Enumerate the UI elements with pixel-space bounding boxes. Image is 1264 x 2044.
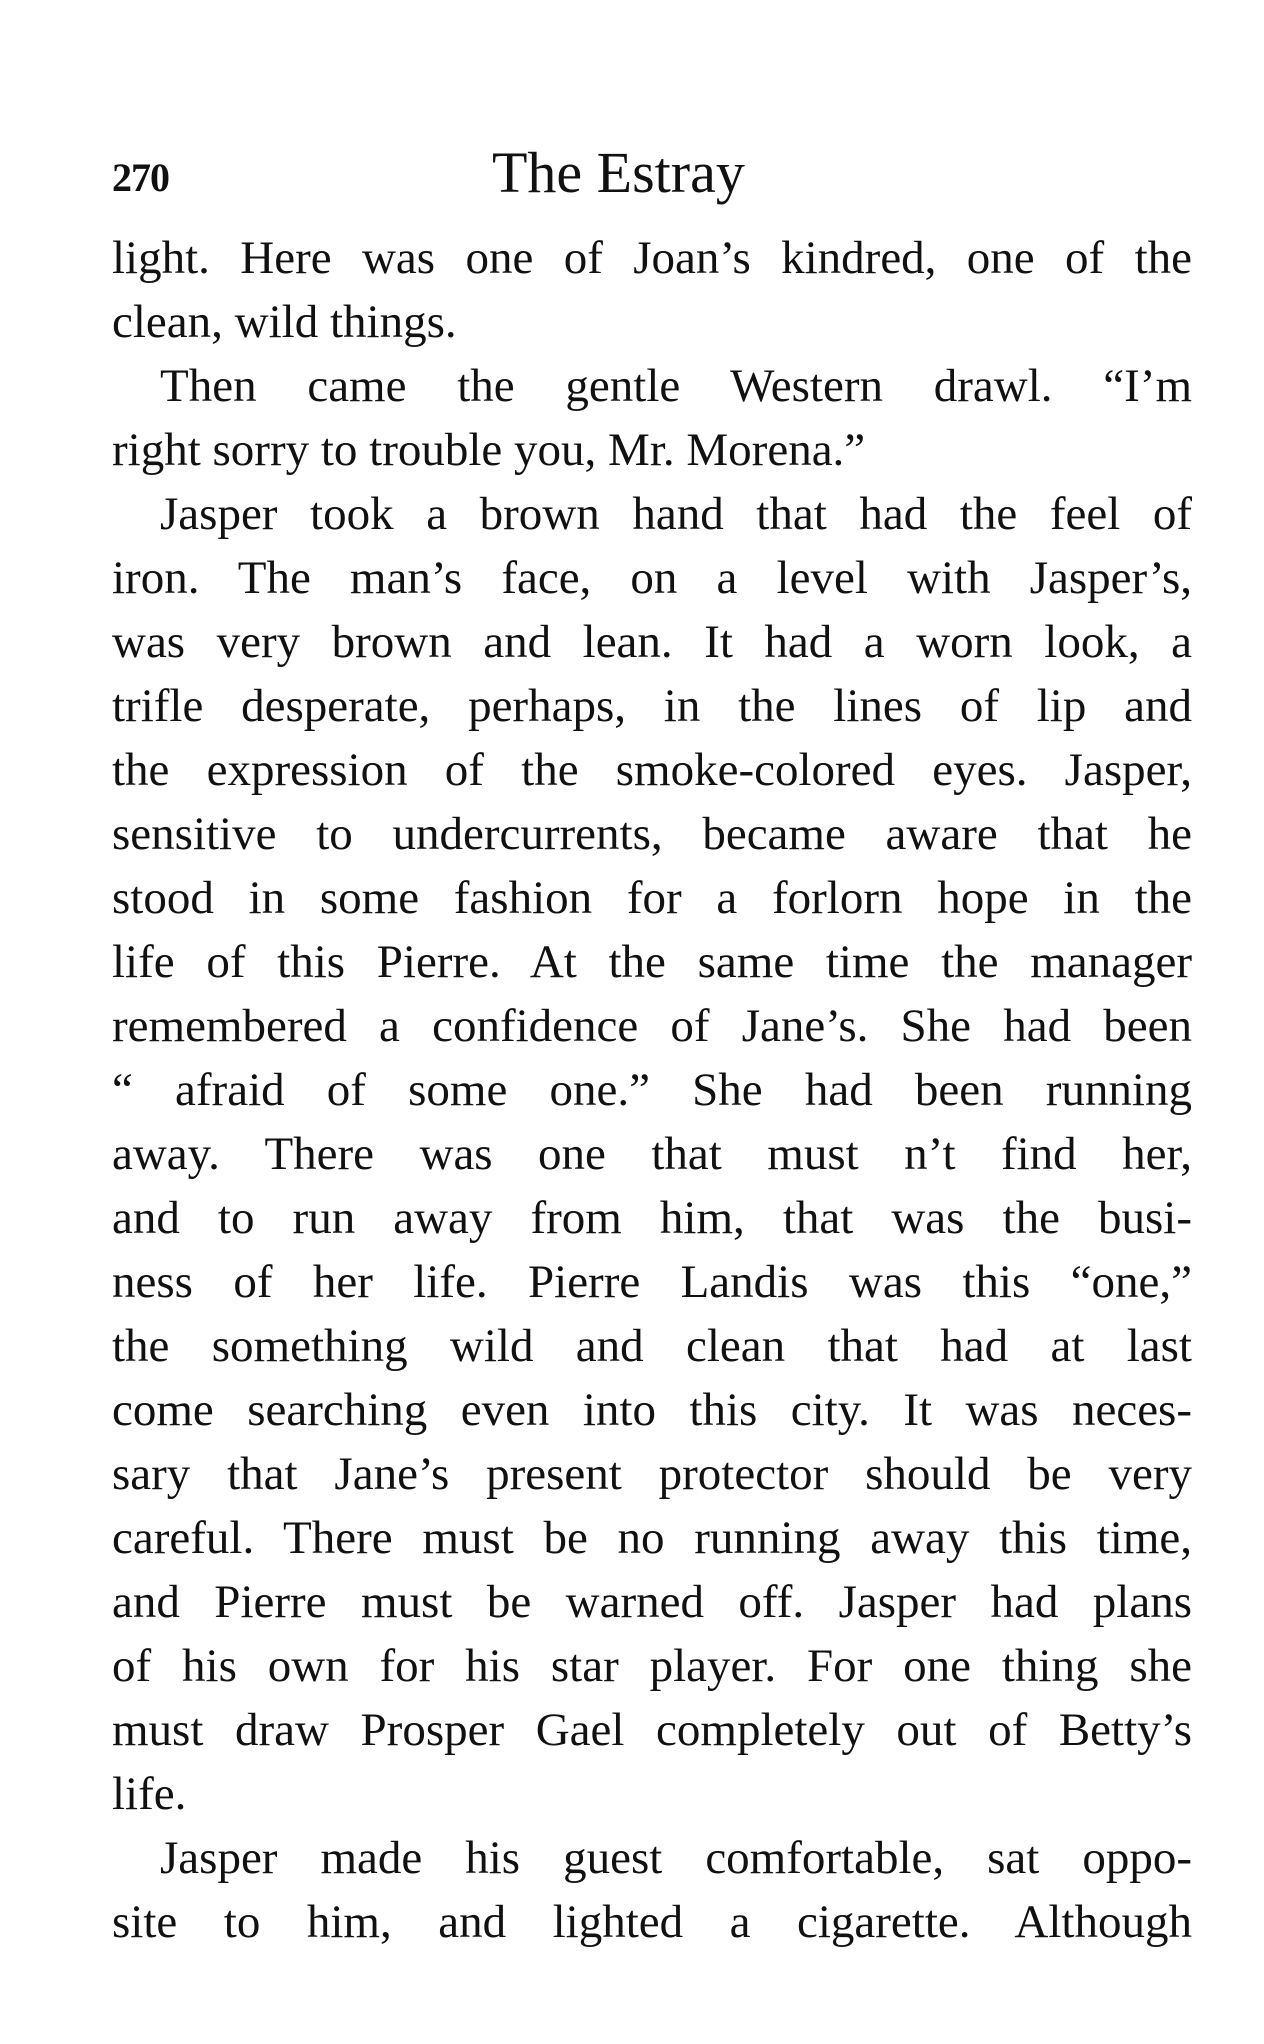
text-line: careful. There must be no running away this time,	[112, 1512, 1192, 1564]
text-line: ness of her life. Pierre Landis was this “one,”	[112, 1256, 1192, 1308]
text-line: right sorry to trouble you, Mr. Morena.”	[112, 424, 866, 476]
text-line: was very brown and lean. It had a worn look, a	[112, 616, 1192, 668]
text-line: Then came the gentle Western drawl. “I’m	[160, 360, 1192, 412]
text-line: trifle desperate, perhaps, in the lines of lip and	[112, 680, 1192, 732]
text-line: Jasper made his guest comfortable, sat oppo-	[160, 1832, 1192, 1884]
text-line: clean, wild things.	[112, 296, 457, 348]
text-line: sary that Jane’s present protector should be very	[112, 1448, 1192, 1500]
text-line: iron. The man’s face, on a level with Jasper’s,	[112, 552, 1192, 604]
running-title: The Estray	[492, 140, 745, 205]
text-line: must draw Prosper Gael completely out of Betty’s	[112, 1704, 1192, 1756]
text-line: life.	[112, 1768, 187, 1820]
text-line: life of this Pierre. At the same time the manager	[112, 936, 1192, 988]
text-line: the expression of the smoke-colored eyes. Jasper,	[112, 744, 1192, 796]
text-line: and Pierre must be warned off. Jasper had plans	[112, 1576, 1192, 1628]
page-number: 270	[112, 155, 169, 200]
text-line: light. Here was one of Joan’s kindred, one of the	[112, 232, 1192, 284]
text-line: the something wild and clean that had at last	[112, 1320, 1192, 1372]
text-line: remembered a confidence of Jane’s. She had been	[112, 1000, 1192, 1052]
text-line: of his own for his star player. For one thing she	[112, 1640, 1192, 1692]
text-line: stood in some fashion for a forlorn hope in the	[112, 872, 1192, 924]
text-line: and to run away from him, that was the busi-	[112, 1192, 1192, 1244]
page-header	[112, 140, 1192, 220]
text-line: site to him, and lighted a cigarette. Although	[112, 1896, 1192, 1948]
text-line: away. There was one that must n’t find her,	[112, 1128, 1192, 1180]
text-line: come searching even into this city. It was neces-	[112, 1384, 1192, 1436]
text-line: Jasper took a brown hand that had the feel of	[160, 488, 1192, 540]
text-line: “ afraid of some one.” She had been running	[112, 1064, 1192, 1116]
text-line: sensitive to undercurrents, became aware that he	[112, 808, 1192, 860]
body-text	[112, 226, 1192, 1954]
